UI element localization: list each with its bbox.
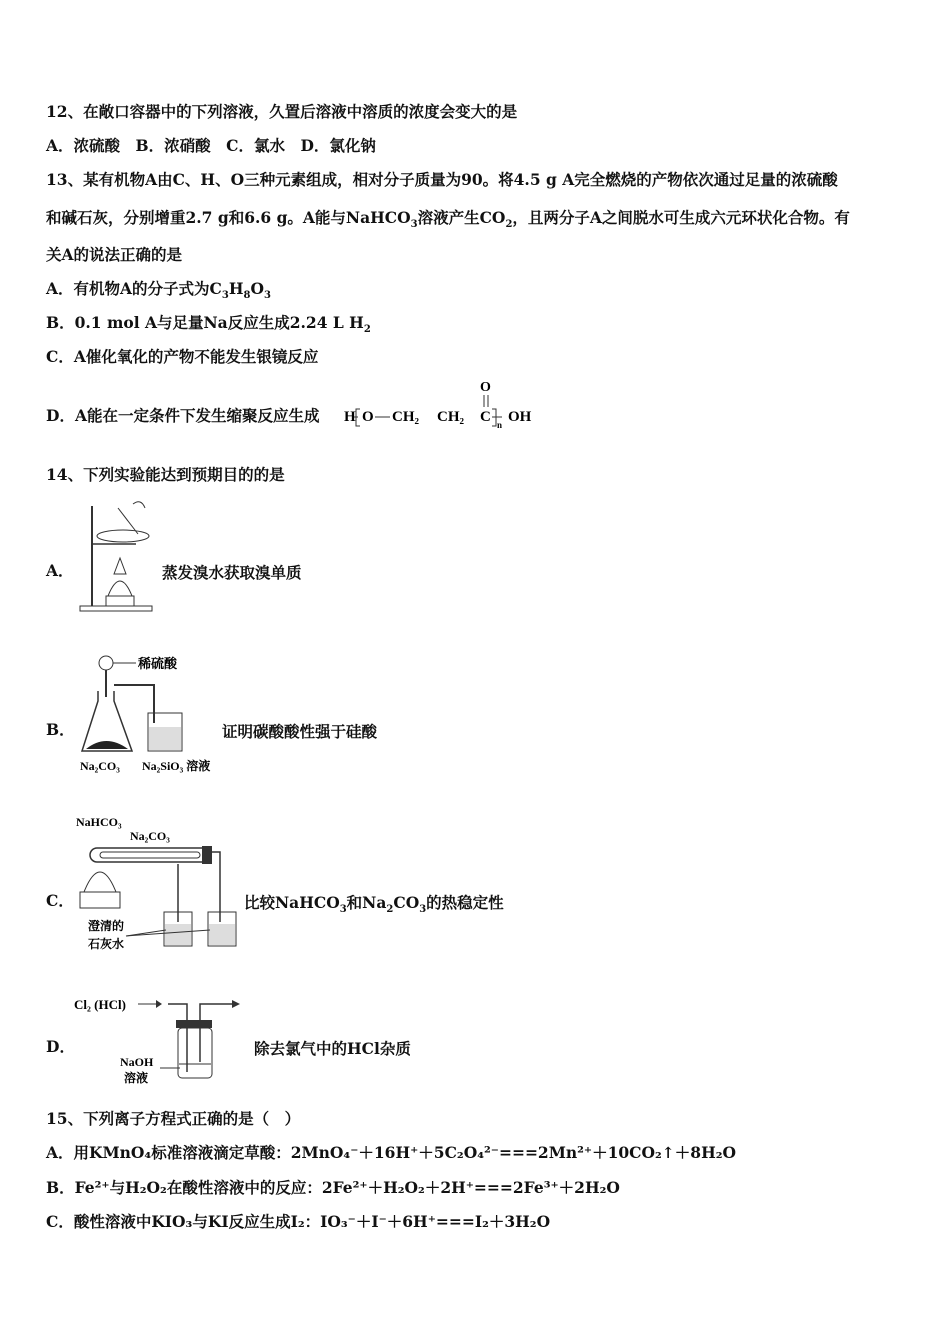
q14-a-letter: A．	[46, 561, 74, 580]
q14-d-letter: D．	[46, 1037, 75, 1056]
q15-option-c: C．酸性溶液中KIO₃与KI反应生成I₂：IO₃⁻＋I⁻＋6H⁺===I₂＋3H₂O	[46, 1212, 551, 1231]
formula-oh: OH	[508, 409, 532, 425]
stopper	[202, 846, 212, 864]
q13-stem-line2: 和碱石灰，分别增重2.7 g和6.6 g。A能与NaHCO$_3$溶液产生$CO_2$，且两分子A之间脱水可生成六元环状化合物。有	[46, 208, 850, 231]
q15-option-b: B．Fe²⁺与H₂O₂在酸性溶液中的反应：2Fe²⁺＋H₂O₂＋2H⁺===2Fe³⁺＋2H₂O	[46, 1178, 620, 1197]
formula-ch2b: CH₂	[437, 409, 464, 425]
carbonic-acid-apparatus-diagram	[78, 653, 228, 775]
q14-d-caption: 除去氯气中的HCl杂质	[254, 1039, 411, 1058]
q13-option-a: A．有机物A的分子式为$C_3H_8O_3$	[46, 279, 271, 302]
thermal-stability-apparatus-diagram	[70, 812, 242, 962]
carbonyl-oxygen: O	[480, 380, 491, 395]
alcohol-lamp	[84, 872, 116, 892]
inlet-arrowhead	[156, 1000, 162, 1008]
q15-option-a: A．用KMnO₄标准溶液滴定草酸：2MnO₄⁻＋16H⁺＋5C₂O₄²⁻===2Mn²⁺＋10CO₂↑＋8H₂O	[46, 1143, 737, 1162]
stand-base	[80, 606, 152, 611]
solid-na2co3	[86, 741, 128, 749]
formula-n: n	[497, 420, 503, 430]
na2sio3-label: Na₂SiO₃ 溶液	[142, 759, 211, 773]
lamp-base	[106, 596, 134, 606]
alcohol-lamp-flame	[114, 558, 126, 574]
alcohol-lamp	[108, 581, 132, 596]
lamp-body	[80, 892, 120, 908]
gas-washing-bottle-diagram	[72, 994, 250, 1088]
formula-o: O	[362, 409, 374, 425]
beaker-solution	[149, 727, 181, 750]
beaker-left-solution	[165, 924, 191, 945]
funnel-top	[99, 656, 113, 670]
solution-label: 溶液	[124, 1071, 149, 1085]
beaker-right-solution	[209, 924, 235, 945]
naoh-label: NaOH	[120, 1055, 154, 1069]
q14-c-caption: 比较NaHCO$_3$和$Na_2CO_3$的热稳定性	[244, 893, 504, 916]
formula-ch2a: CH₂	[392, 409, 419, 425]
q12-options: A．浓硫酸 B．浓硝酸 C．氯水 D．氯化钠	[46, 136, 376, 155]
q14-b-letter: B．	[46, 720, 75, 739]
q13-option-b: B．0.1 mol A与足量Na反应生成2.24 L $H_2$	[46, 313, 371, 336]
washing-bottle	[178, 1028, 212, 1078]
bottle-stopper	[176, 1020, 212, 1028]
q14-stem: 14、下列实验能达到预期目的的是	[46, 465, 285, 484]
rod-top	[133, 502, 145, 508]
q13-stem-line1: 13、某有机物A由C、H、O三种元素组成，相对分子质量为90。将4.5 g A完全燃烧的产物依次通过足量的浓硫酸	[46, 170, 838, 189]
evaporating-dish	[97, 530, 149, 542]
formula-c: C	[480, 409, 491, 425]
gas-label: Cl₂ (HCl)	[74, 997, 126, 1012]
limewater-label-1: 澄清的	[88, 919, 125, 933]
q14-b-caption: 证明碳酸酸性强于硅酸	[222, 722, 378, 741]
q14-a-caption: 蒸发溴水获取溴单质	[162, 563, 302, 582]
limewater-label-2: 石灰水	[88, 937, 125, 951]
q12-stem: 12、在敞口容器中的下列溶液，久置后溶液中溶质的浓度会变大的是	[46, 102, 518, 121]
outlet-tube	[200, 1004, 236, 1062]
acid-label: 稀硫酸	[138, 656, 178, 671]
q13-stem-line3: 关A的说法正确的是	[46, 245, 183, 264]
q15-stem: 15、下列离子方程式正确的是（ ）	[46, 1109, 301, 1128]
outlet-arrowhead	[232, 1000, 240, 1008]
outer-tube	[90, 848, 210, 862]
na2co3-label: Na₂CO₃	[80, 759, 120, 773]
na2co3-label: Na₂CO₃	[130, 829, 170, 843]
polymer-formula	[342, 376, 542, 430]
q13-option-c: C．A催化氧化的产物不能发生银镜反应	[46, 347, 319, 366]
formula-h: H	[344, 409, 356, 425]
q13-option-d: D．A能在一定条件下发生缩聚反应生成	[46, 406, 320, 425]
nahco3-label: NaHCO₃	[76, 815, 122, 829]
inner-tube	[100, 852, 200, 858]
q14-c-letter: C．	[46, 891, 74, 910]
evaporation-apparatus-diagram	[78, 496, 158, 614]
